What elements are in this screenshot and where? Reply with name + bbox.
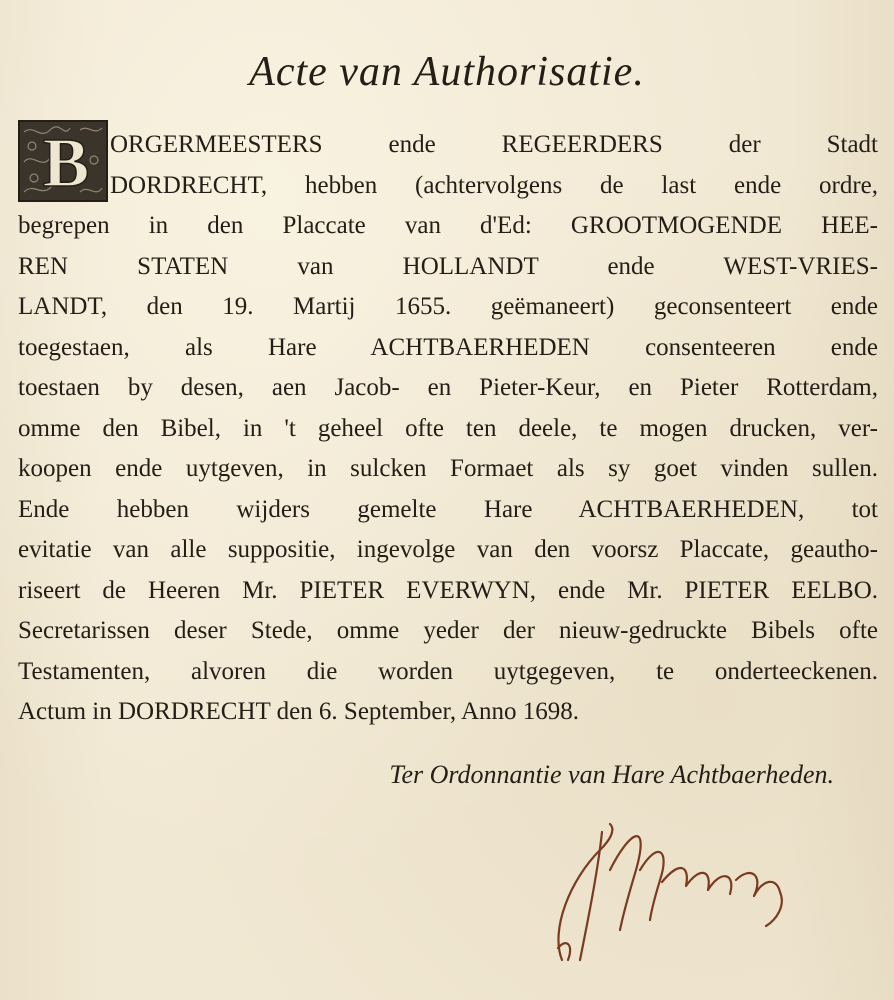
text-line-7: toestaen by desen, aen Jacob- en Pieter-Keur, en Pieter Rotterdam,: [18, 374, 878, 401]
ordonnantie-line: Ter Ordonnantie van Hare Achtbaerheden.: [389, 760, 834, 789]
text-line-6: toegestaen, als Hare ACHTBAERHEDEN consenteeren ende: [18, 333, 878, 361]
text-line-8: omme den Bibel, in 't geheel ofte ten deele, te mogen drucken, ver-: [18, 414, 878, 442]
text-line-5: LANDT, den 19. Martij 1655. geëmaneert) geconsenteert ende: [18, 293, 878, 320]
text-line-12: riseert de Heeren Mr. PIETER EVERWYN, ende Mr. PIETER EELBO.: [18, 576, 878, 604]
document-title: Acte van Authorisatie.: [249, 49, 645, 95]
text-line-10: Ende hebben wijders gemelte Hare ACHTBAERHEDEN, tot: [18, 495, 878, 523]
text-line-9: koopen ende uytgeven, in sulcken Formaet als sy goet vinden sullen.: [18, 455, 878, 482]
authorization-text: [18, 125, 878, 733]
text-line-3: begrepen in den Placcate van d'Ed: GROOTMOGENDE HEE-: [18, 212, 878, 239]
text-line-13: Secretarissen deser Stede, omme yeder der nieuw-gedruckte Bibels ofte: [18, 617, 878, 644]
handwritten-signature: [540, 810, 810, 970]
initial-letter: B: [42, 125, 90, 200]
text-line-14: Testamenten, alvoren die worden uytgegeven, te onderteeckenen.: [18, 657, 878, 685]
text-line-2: DORDRECHT, hebben (achtervolgens de last ende ordre,: [110, 171, 878, 199]
text-line-1: ORGERMEESTERS ende REGEERDERS der Stadt: [110, 131, 878, 158]
text-line-11: evitatie van alle suppositie, ingevolge van den voorsz Placcate, geautho-: [18, 536, 878, 563]
text-line-15: Actum in DORDRECHT den 6. September, Anno 1698.: [18, 698, 579, 725]
text-line-4: REN STATEN van HOLLANDT ende WEST-VRIES-: [18, 252, 878, 280]
